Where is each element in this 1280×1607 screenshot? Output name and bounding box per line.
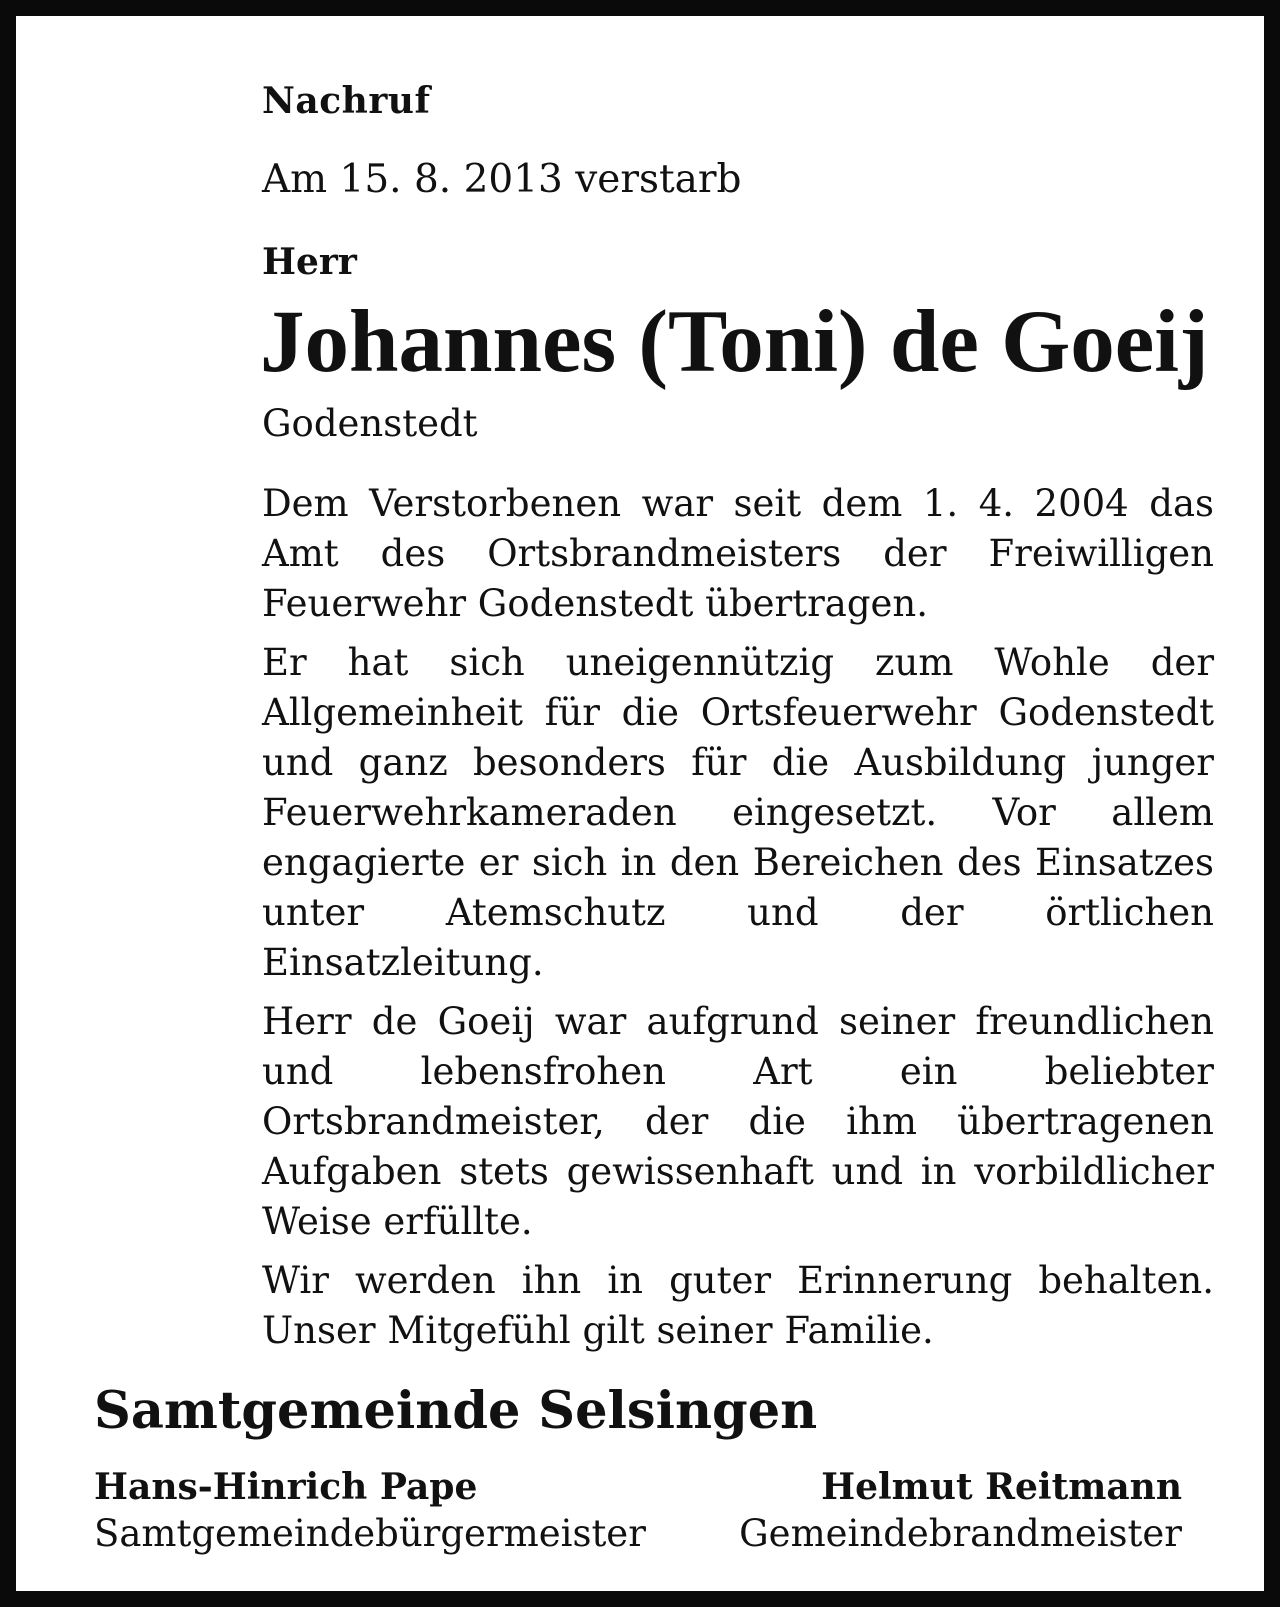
notice-salutation: Herr [262,241,357,283]
signatory-role: Gemeindebrandmeister [739,1512,1182,1555]
signatory-name: Helmut Reitmann [821,1466,1182,1508]
body-paragraph: Er hat sich uneigennützig zum Wohle der Allgemeinheit für die Ortsfeuerwehr Godenstedt und ganz besonders für die Ausbildung junger Feuerwehrkameraden eingesetzt. Vor allem engagierte er sich in den Bereichen des Einsatzes unter Atemschutz und der örtlichen Einsatzleitung. [262,641,1214,984]
notice-heading: Nachruf [262,80,431,122]
signatory-left [94,1465,646,1559]
organization-name: Samtgemeinde Selsingen [94,1381,818,1441]
deceased-name: Johannes (Toni) de Goeij [260,293,1209,391]
signatory-role: Samtgemeindebürgermeister [94,1512,646,1555]
deceased-place: Godenstedt [262,402,478,445]
body-paragraph: Wir werden ihn in guter Erinnerung behalten. Unser Mitgefühl gilt seiner Familie. [262,1259,1214,1352]
body-paragraph: Dem Verstorbenen war seit dem 1. 4. 2004 das Amt des Ortsbrandmeisters der Freiwilligen Feuerwehr Godenstedt übertragen. [262,482,1214,625]
signatory-name: Hans-Hinrich Pape [94,1466,478,1508]
body-paragraph: Herr de Goeij war aufgrund seiner freundlichen und lebensfrohen Art ein beliebter Ortsbrandmeister, der die ihm übertragenen Aufgaben stets gewissenhaft und in vorbildlicher Weise erfüllte. [262,1000,1214,1243]
obituary-body [262,479,1214,1365]
signatory-right [739,1465,1182,1559]
notice-intro: Am 15. 8. 2013 verstarb [262,157,742,202]
